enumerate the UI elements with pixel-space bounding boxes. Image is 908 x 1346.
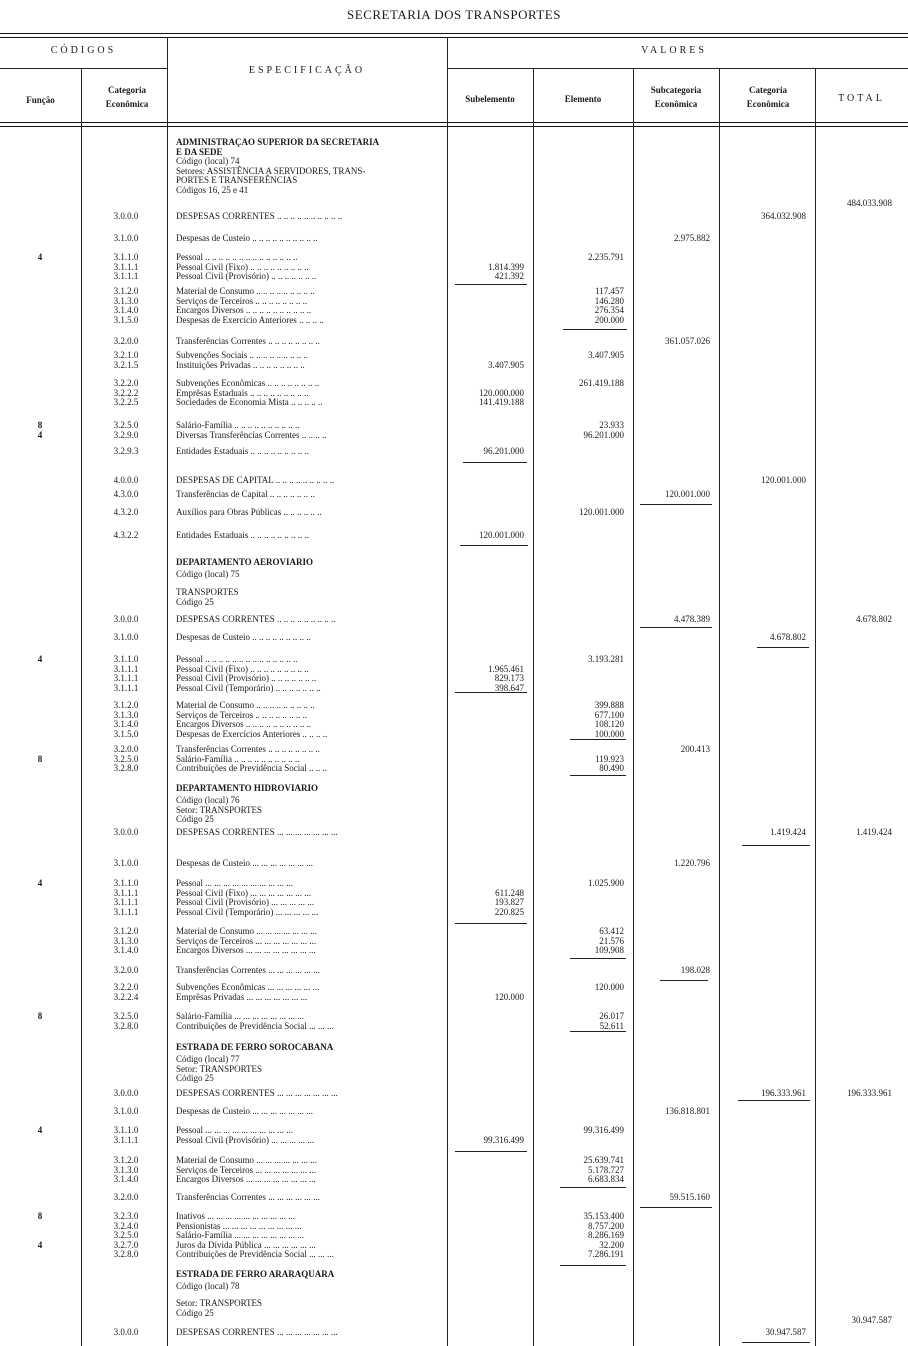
cell-fn: 4 — [37, 878, 43, 888]
col-line-elemento — [633, 68, 634, 1346]
header-categoria-economica: Categoria Econômica — [105, 85, 149, 109]
cell-ele: 120.001.000 — [579, 507, 624, 517]
cell-cat: 3.2.0.0 3.2.5.0 3.2.8.0 — [113, 744, 139, 773]
cell-sct: 198.028 — [680, 965, 710, 975]
cell-sp: Subvenções Econômicas .. .. .. .. .. .. .. .. Emprêsas Estaduais .. .. .. .. .. .. .. .. .. Sociedades de Economia Mista .. .. .. .. .. — [176, 379, 323, 407]
cell-ctg: 4.678.802 — [770, 632, 806, 642]
cell-fn: 8 4 — [37, 1211, 43, 1250]
cell-ctg: 120.001.000 — [761, 475, 806, 485]
underline — [455, 284, 527, 285]
cell-tot: 196.333.961 — [847, 1088, 892, 1098]
cell-cat: 4.3.2.2 — [113, 530, 139, 540]
cell-sct: 1.220.796 — [674, 858, 710, 868]
cell-sp: Código (local) 77 Setor: TRANSPORTES Código 25 — [176, 1055, 263, 1083]
cell-cat: 3.1.2.0 3.1.3.0 3.1.4.0 — [113, 1155, 139, 1184]
cell-sp: Pessoal .. .. .. .. .. .. .. .. .. .. .. .. .. .. Pessoal Civil (Fixo) .. .. .. .. .. .. .. .. .. Pessoal Civil (Provisório) .. .. .. .. .. .. .. Pessoal Civil (Temporário) .. .. .. .. .. .. .. — [176, 655, 321, 693]
cell-ele: 63.412 21.576 109.908 — [594, 926, 624, 955]
cell-sub: 1.965.461 829.173 398.647 — [488, 663, 524, 693]
cell-cat: 4.0.0.0 — [113, 475, 139, 485]
col-line-subcategoria — [719, 68, 720, 1346]
cell-cat: 3.2.2.0 3.2.2.4 — [113, 982, 139, 1002]
cell-ele: 3.193.281 — [588, 654, 624, 664]
cell-cat: 3.1.0.0 — [113, 1106, 139, 1116]
cell-sp: Transferências Correntes .. .. .. .. .. .. .. .. Salário-Família .. .. .. .. .. .. .. .. .. .. Contribuições de Previdência Social .. .. .. — [176, 745, 327, 773]
header-subcategoria-economica: Subcategoria Econômica — [650, 85, 702, 109]
cell-cat: 3.1.0.0 — [113, 858, 139, 868]
cell-sct: 361.057.026 — [665, 336, 710, 346]
cell-cat: 3.1.2.0 3.1.3.0 3.1.4.0 — [113, 926, 139, 955]
cell-fn: 4 — [37, 654, 43, 664]
cell-sp: ADMINISTRAÇÃO SUPERIOR DA SECRETARIA E DA SEDE — [176, 138, 380, 157]
cell-ele: 117.457 146.280 276.354 200.000 — [594, 286, 624, 325]
cell-ele: 120.000 — [594, 982, 624, 992]
cell-cat: 3.1.1.0 3.1.1.1 3.1.1.1 3.1.1.1 — [113, 878, 139, 917]
cell-sp: DESPESAS DE CAPITAL .. .. .. .. .. .. .. .. .. — [176, 476, 335, 485]
header-total: TOTAL — [838, 93, 885, 104]
cell-cat: 3.1.1.0 3.1.1.1 3.1.1.1 3.1.1.1 — [113, 654, 139, 693]
cell-ele: 25.639.741 5.178.727 6.683.834 — [583, 1155, 624, 1184]
cell-tot: 4.678.802 — [856, 614, 892, 624]
underline — [757, 647, 809, 648]
header-especificacao: ESPECIFICAÇÃO — [248, 65, 366, 76]
cell-sct: 2.975.882 — [674, 233, 710, 243]
cell-sp: Transferências Correntes .. .. .. .. .. .. .. .. — [176, 337, 320, 346]
header-valores: VALORES — [641, 45, 707, 56]
cell-tot: 30.947.587 — [851, 1315, 892, 1325]
underline — [455, 692, 527, 693]
cell-sub: 99.316.499 — [483, 1134, 524, 1145]
valores-divider — [447, 68, 908, 69]
cell-fn: 8 4 — [37, 420, 43, 440]
cell-ele: 2.235.791 — [588, 252, 624, 262]
cell-cat: 3.1.0.0 — [113, 632, 139, 642]
cell-ele: 23.933 96.201.000 — [583, 420, 624, 440]
underline — [560, 1265, 626, 1266]
underline — [563, 329, 627, 330]
cell-sub: 611.248 193.827 220.825 — [494, 887, 524, 917]
cell-cat: 3.1.0.0 — [113, 233, 139, 243]
cell-cat: 3.2.1.0 3.2.1.5 — [113, 350, 139, 370]
underline — [742, 845, 810, 846]
cell-sp: Salário-Família ... ... ... ... ... ... ... ... Contribuições de Previdência Social ... ... ... — [176, 1012, 334, 1031]
cell-fn: 8 — [37, 753, 43, 764]
underline — [660, 980, 708, 981]
cell-sp: Transferências de Capital .. .. .. .. .. .. .. — [176, 490, 315, 499]
cell-sp: Entidades Estaduais .. .. .. .. .. .. .. .. .. — [176, 531, 309, 540]
cell-cat: 3.1.2.0 3.1.3.0 3.1.4.0 3.1.5.0 — [113, 700, 139, 739]
cell-fn: 8 — [37, 1011, 43, 1021]
cell-cat: 3.2.3.0 3.2.4.0 3.2.5.0 3.2.7.0 3.2.8.0 — [113, 1211, 139, 1259]
underline — [570, 739, 626, 740]
cell-sp: Entidades Estaduais .. .. .. .. .. .. .. .. .. — [176, 447, 309, 456]
cell-sp: Despesas de Custeio ... ... ... ... ... ... ... — [176, 1107, 313, 1116]
underline — [455, 1151, 527, 1152]
cell-ele: 119.923 80.490 — [595, 753, 624, 773]
cell-sp: DEPARTAMENTO AEROVIÁRIO — [176, 558, 313, 567]
cell-sp: Código (local) 75 — [176, 570, 240, 579]
cell-sp: Pessoal ... ... ... ... ... ... ... ... ... ... Pessoal Civil (Provisório) ... ... ... ... ... — [176, 1126, 315, 1145]
cell-cat: 4.3.0.0 — [113, 489, 139, 499]
cell-cat: 3.1.2.0 3.1.3.0 3.1.4.0 3.1.5.0 — [113, 286, 139, 325]
underline — [463, 462, 527, 463]
cell-sp: Subvenções Sociais .. .. .. .. .. .. .. .. .. Instituições Privadas .. .. .. .. .. .. .. .. — [176, 351, 308, 370]
cell-sp: Auxílios para Obras Públicas .. .. .. .. .. .. — [176, 508, 322, 517]
cell-sp: Material de Consumo .. .. .. .. .. .. .. .. .. Serviços de Terceiros .. .. .. .. .. .. .. .. Encargos Diversos .. .. .. .. .. .. .. .. .. .. Despesas de Exercícios Anteriores .. .. .. .. — [176, 701, 328, 739]
cell-sp: Inativos ... ... ... ... ... ... ... ... ... ... Pensionistas ... ... ... ... ... ... ... ... ... Salário-Família ... ... ... ... ... ... ... ... Juros da Dívida Pública ... ... ... ... ... ... Contribuições de Previdência Social ... ... ... — [176, 1212, 334, 1259]
cell-sub: 1.814.399 421.392 — [488, 261, 524, 281]
col-line-subelemento — [533, 68, 534, 1346]
underline — [640, 627, 712, 628]
cell-cat: 3.1.1.0 3.1.1.1 — [113, 1125, 139, 1145]
cell-cat: 3.0.0.0 — [113, 827, 139, 837]
cell-sub: 120.001.000 — [479, 530, 524, 540]
cell-sub: 96.201.000 — [483, 446, 524, 456]
cell-cat: 3.2.5.0 3.2.9.0 — [113, 420, 139, 440]
cell-cat: 3.0.0.0 — [113, 614, 139, 624]
cell-cat: 3.2.0.0 — [113, 965, 139, 975]
cell-cat: 3.0.0.0 — [113, 1327, 139, 1337]
cell-sct: 120.001.000 — [665, 489, 710, 499]
underline — [738, 1100, 810, 1101]
cell-sp: Salário-Família .. .. .. .. .. .. .. .. .. .. Diversas Transferências Correntes .. .. .. .. — [176, 421, 327, 440]
cell-sp: DESPESAS CORRENTES ... ... ... ... ... ... ... — [176, 1089, 338, 1098]
cell-tot: 484.033.908 — [847, 198, 892, 208]
underline — [570, 1031, 626, 1032]
cell-sp: Setor: TRANSPORTES Código 25 — [176, 1299, 263, 1318]
col-line-especificacao — [447, 37, 448, 1346]
cell-sp: ESTRADA DE FERRO SOROCABANA — [176, 1043, 334, 1052]
cell-sp: Material de Consumo ... ... ... ... ... ... ... Serviços de Terceiros ... ... ... ... ... ... ... Encargos Diversos ... ... ... ... ... ... ... ... — [176, 927, 317, 955]
cell-sp: Código (local) 78 — [176, 1282, 240, 1291]
cell-sp: Material de Consumo .. .. .. .. .. .. .. .. .. Serviços de Terceiros .. .. .. .. .. .. .. .. Encargos Diversos .. .. .. .. .. .. .. .. .. .. Despesas de Exercício Anteriores .. .. .. .. — [176, 287, 324, 325]
underline — [640, 1207, 712, 1208]
cell-ele: 99.316.499 — [583, 1125, 624, 1135]
underline — [560, 1187, 626, 1188]
cell-ctg: 364.032.908 — [761, 211, 806, 221]
header-elemento: Elemento — [564, 94, 602, 104]
cell-sp: Subvenções Econômicas ... ... ... ... ... ... Emprêsas Privadas ... ... ... ... ... ... ... — [176, 983, 320, 1002]
cell-fn: 4 — [37, 252, 43, 262]
header-funcao: Função — [26, 95, 55, 105]
cell-ele: 399.888 677.100 108.120 100.000 — [594, 700, 624, 739]
cell-sct: 136.818.801 — [665, 1106, 710, 1116]
cell-ele: 3.407.905 — [588, 350, 624, 360]
cell-sub: 3.407.905 — [488, 359, 524, 370]
header-bottom-rule-thin — [0, 126, 908, 127]
cell-cat: 3.2.2.0 3.2.2.2 3.2.2.5 — [113, 378, 139, 407]
cell-cat: 4.3.2.0 — [113, 507, 139, 517]
underline — [570, 958, 626, 959]
header-categoria-economica-valor: Categoria Econômica — [746, 85, 790, 109]
cell-sp: Despesas de Custeio .. .. .. .. .. .. .. .. .. .. — [176, 234, 318, 243]
cell-cat: 3.1.1.0 3.1.1.1 3.1.1.1 — [113, 252, 139, 281]
header-subelemento: Subelemento — [465, 94, 515, 104]
cell-sp: ESTRADA DE FERRO ARARAQUARA — [176, 1270, 335, 1279]
top-rule-thin — [0, 37, 908, 38]
underline — [570, 775, 626, 776]
header-bottom-rule — [0, 122, 908, 123]
underline — [640, 504, 712, 505]
cell-cat: 3.2.0.0 — [113, 336, 139, 346]
underline — [455, 923, 527, 924]
cell-ele: 35.153.400 8.757.200 8.286.169 32.200 7.286.191 — [583, 1211, 624, 1259]
cell-ctg: 196.333.961 — [761, 1088, 806, 1098]
cell-ele: 26.017 52.611 — [599, 1011, 624, 1031]
col-line-categoria — [167, 37, 168, 1346]
codigos-divider — [0, 68, 167, 69]
cell-sp: TRANSPORTES Código 25 — [176, 588, 239, 607]
cell-ele: 261.419.188 — [579, 378, 624, 388]
cell-sp: Pessoal ... ... ... ... ... ... ... ... ... ... Pessoal Civil (Fixo) ... ... ... ... ... ... ... Pessoal Civil (Provisório) ... ... ... ... ... Pessoal Civil (Temporário) ... ... ... ... ... — [176, 879, 319, 917]
cell-sct: 59.515.160 — [669, 1192, 710, 1202]
cell-sub: 120.000.000 141.419.188 — [479, 387, 524, 407]
cell-ele: 1.025.900 — [588, 878, 624, 888]
cell-sp: Código (local) 76 Setor: TRANSPORTES Código 25 — [176, 796, 263, 824]
cell-cat: 3.2.5.0 3.2.8.0 — [113, 1011, 139, 1031]
cell-ctg: 30.947.587 — [765, 1327, 806, 1337]
cell-sp: Pessoal .. .. .. .. .. .. .. .. .. .. .. .. .. .. Pessoal Civil (Fixo) .. .. .. .. .. .. .. .. .. Pessoal Civil (Provisório) .. .. .. .. .. .. .. — [176, 253, 317, 281]
col-line-categoria-valor — [815, 68, 816, 1346]
underline — [460, 545, 528, 546]
cell-cat: 3.0.0.0 — [113, 1088, 139, 1098]
page-title: SECRETARIA DOS TRANSPORTES — [347, 7, 561, 22]
cell-sp: DEPARTAMENTO HIDROVIÁRIO — [176, 784, 318, 793]
cell-ctg: 1.419.424 — [770, 827, 806, 837]
cell-sp: DESPESAS CORRENTES ... ... ... ... ... ... ... — [176, 828, 338, 837]
cell-sp: Despesas de Custeio .. .. .. .. .. .. .. .. .. — [176, 633, 311, 642]
cell-cat: 3.2.0.0 — [113, 1192, 139, 1202]
cell-sp: DESPESAS CORRENTES .. .. .. .. .. .. .. .. .. — [176, 615, 336, 624]
top-rule — [0, 33, 908, 34]
cell-sct: 200.413 — [680, 744, 710, 754]
header-codigos: CÓDIGOS — [50, 45, 117, 56]
col-line-funcao — [81, 68, 82, 1346]
cell-sub: 120.000 — [494, 991, 524, 1002]
cell-tot: 1.419.424 — [856, 827, 892, 837]
cell-sp: Transferências Correntes ... ... ... ... ... ... — [176, 1193, 320, 1202]
cell-cat: 3.2.9.3 — [113, 446, 139, 456]
cell-sp: Código (local) 74 Setores: ASSISTÊNCIA A SERVIDORES, TRANS- PORTES E TRANSFERÊNCIAS Códigos 16, 25 e 41 — [176, 157, 366, 195]
cell-sp: Despesas de Custeio ... ... ... ... ... ... ... — [176, 859, 313, 868]
cell-sct: 4.478.389 — [674, 614, 710, 624]
cell-sp: DESPESAS CORRENTES ... ... ... ... ... ... ... — [176, 1328, 338, 1337]
cell-fn: 4 — [37, 1125, 43, 1135]
cell-cat: 3.0.0.0 — [113, 211, 139, 221]
cell-sp: Transferências Correntes ... ... ... ... ... ... — [176, 966, 320, 975]
cell-sp: Material de Consumo ... ... ... ... ... ... ... Serviços de Terceiros ... ... ... ... ... ... ... Encargos Diversos ... ... ... ... ... ... ... ... — [176, 1156, 317, 1184]
cell-sp: DESPESAS CORRENTES .. .. .. .. .. .. .. .. .. .. — [176, 212, 343, 221]
underline — [742, 1342, 810, 1343]
